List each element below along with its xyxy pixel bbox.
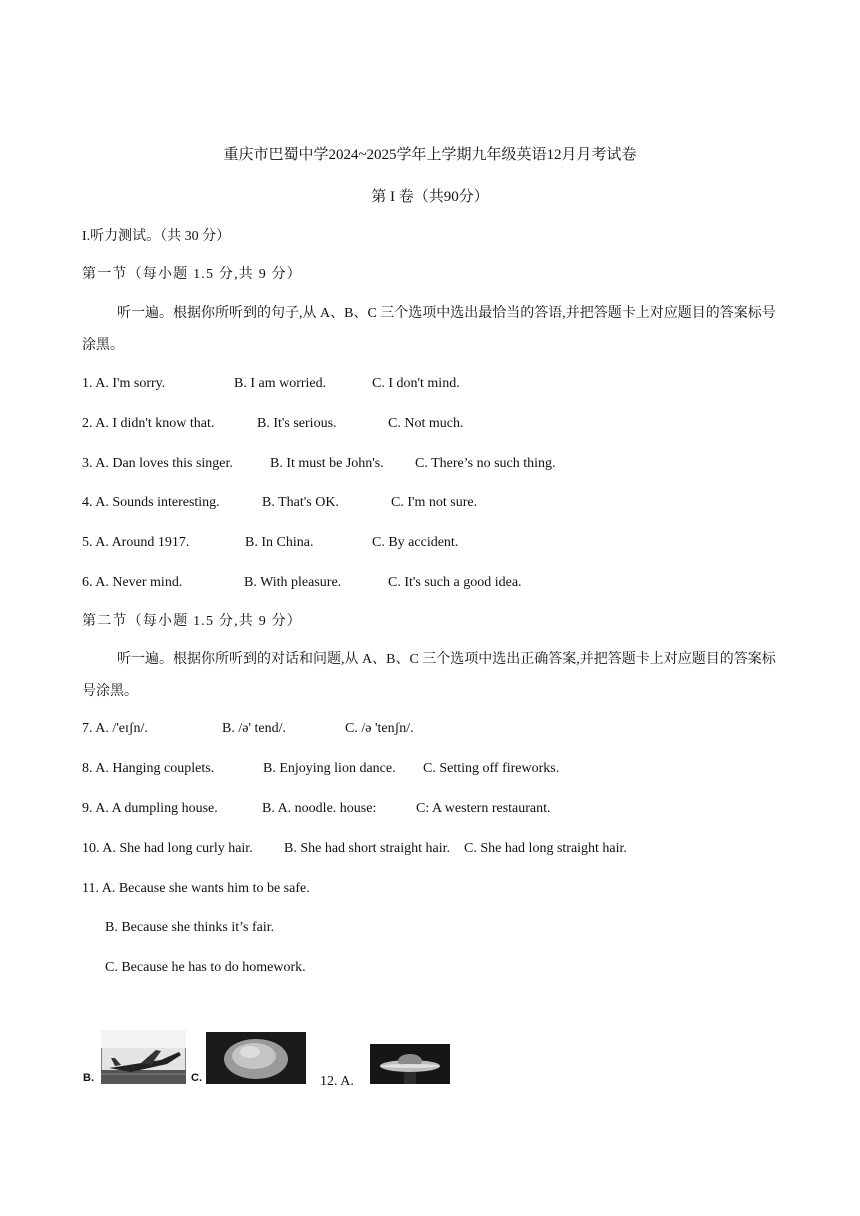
q3-c: C. There’s no such thing. xyxy=(415,456,556,471)
q3-a: 3. A. Dan loves this singer. xyxy=(82,456,233,471)
q8-b: B. Enjoying lion dance. xyxy=(263,761,396,776)
q2-c: C. Not much. xyxy=(388,416,464,431)
ufo-icon xyxy=(370,1044,450,1084)
airplane-photo xyxy=(101,1030,186,1084)
q5-a: 5. A. Around 1917. xyxy=(82,535,190,550)
q3-b: B. It must be John's. xyxy=(270,456,384,471)
q12-number: 12. A. xyxy=(320,1074,354,1089)
q4-b: B. That's OK. xyxy=(262,495,339,510)
q1-b: B. I am worried. xyxy=(234,376,327,391)
part2-instruction: 听一遍。根据你所听到的对话和问题,从 A、B、C 三个选项中选出正确答案,并把答题卡上对应题目的答案标号涂黑。 xyxy=(82,652,776,699)
lantern-icon xyxy=(206,1032,306,1084)
q9-c: C: A western restaurant. xyxy=(416,801,551,816)
q10-b: B. She had short straight hair. xyxy=(284,841,451,856)
q9-b: B. A. noodle. house: xyxy=(262,801,377,816)
q7-c: C. /ə 'tenʃn/. xyxy=(345,721,414,736)
q8-a: 8. A. Hanging couplets. xyxy=(82,761,215,776)
q7-b: B. /ə' tend/. xyxy=(222,721,286,736)
q12-label-b: B. xyxy=(83,1072,94,1084)
ufo-photo xyxy=(370,1044,450,1084)
q4-a: 4. A. Sounds interesting. xyxy=(82,495,220,510)
part1-heading: 第一节（每小题 1.5 分,共 9 分） xyxy=(82,267,302,282)
exam-title: 重庆市巴蜀中学2024~2025学年上学期九年级英语12月月考试卷 xyxy=(223,147,637,163)
volume-heading: 第 I 卷（共90分） xyxy=(371,189,489,205)
q9-a: 9. A. A dumpling house. xyxy=(82,801,218,816)
lantern-photo xyxy=(206,1032,306,1084)
airplane-icon xyxy=(101,1030,186,1084)
section-heading: I.听力测试。（共 30 分） xyxy=(82,229,231,244)
q2-a: 2. A. I didn't know that. xyxy=(82,416,215,431)
q1-a: 1. A. I'm sorry. xyxy=(82,376,166,391)
q4-c: C. I'm not sure. xyxy=(391,495,478,510)
q1-c: C. I don't mind. xyxy=(372,376,460,391)
q5-b: B. In China. xyxy=(245,535,314,550)
q6-a: 6. A. Never mind. xyxy=(82,575,183,590)
q8-c: C. Setting off fireworks. xyxy=(423,761,560,776)
q10-a: 10. A. She had long curly hair. xyxy=(82,841,253,856)
q10-c: C. She had long straight hair. xyxy=(464,841,627,856)
q5-c: C. By accident. xyxy=(372,535,459,550)
q2-b: B. It's serious. xyxy=(257,416,337,431)
part2-heading: 第二节（每小题 1.5 分,共 9 分） xyxy=(82,614,302,629)
q6-c: C. It's such a good idea. xyxy=(388,575,522,590)
q7-a: 7. A. /'eɪʃn/. xyxy=(82,721,148,736)
q12-label-c: C. xyxy=(191,1072,202,1084)
q6-b: B. With pleasure. xyxy=(244,575,342,590)
q11-c: C. Because he has to do homework. xyxy=(105,960,306,975)
part1-instruction: 听一遍。根据你所听到的句子,从 A、B、C 三个选项中选出最恰当的答语,并把答题卡上对应题目的答案标号涂黑。 xyxy=(82,306,776,353)
q11-a: 11. A. Because she wants him to be safe. xyxy=(82,881,310,896)
q11-b: B. Because she thinks it’s fair. xyxy=(105,920,275,935)
